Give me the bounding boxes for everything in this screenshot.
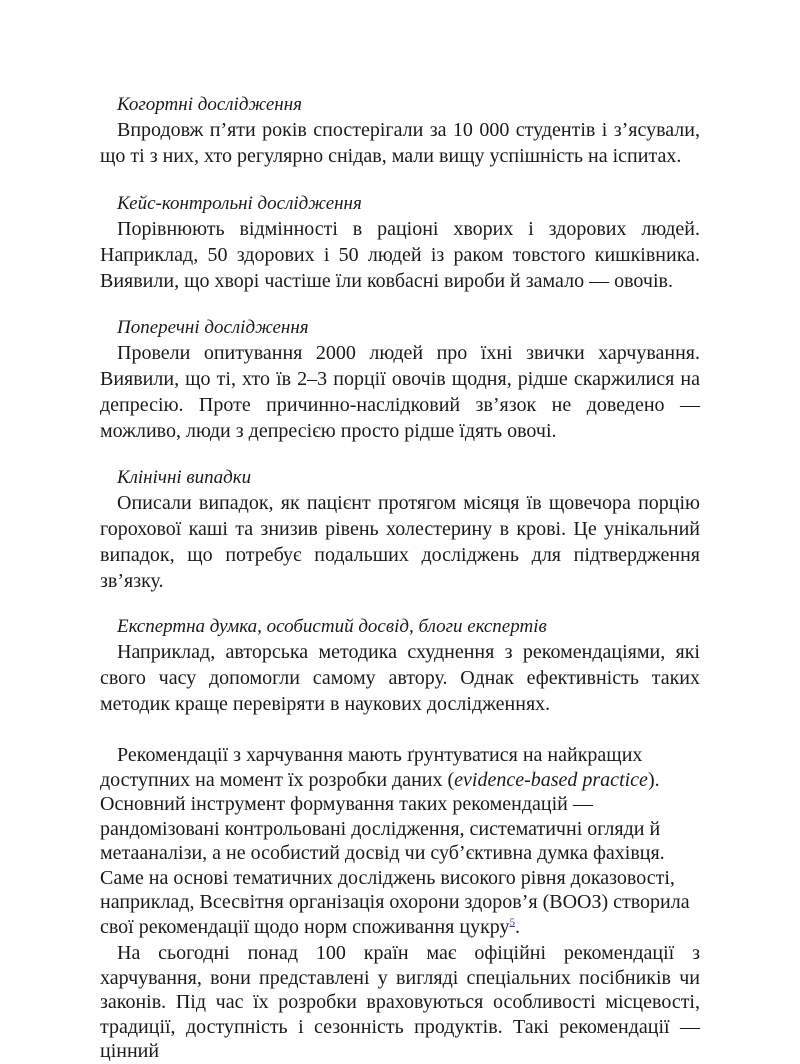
section-cross-sectional-studies: [100, 315, 700, 444]
page-content: [100, 92, 700, 1064]
footnote-link[interactable]: 5: [509, 915, 516, 928]
section-heading: Поперечні дослідження: [117, 317, 309, 338]
section-cohort-studies: [100, 92, 700, 169]
section-heading: Експертна думка, особистий досвід, блоги експертів: [117, 616, 547, 637]
body-paragraph-countries: На сьогодні понад 100 країн має офіційні рекомендації з харчування, вони представлені у вигляді спеціальних посібників чи законів. Під час їх розробки враховуються особливості місцевості, традиції, доступність і сезонність продуктів. Такі рекомендації — цінний: [100, 942, 700, 1062]
section-heading: Когортні дослідження: [117, 94, 302, 115]
paragraph-text: Рекомендації з харчування мають ґрунтуватися на найкращих доступних на момент їх розробки даних (: [100, 744, 643, 791]
section-body: Впродовж п’яти років спостерігали за 10 000 студентів і з’ясували, що ті з них, хто регулярно снідав, мали вищу успішність на іспитах.: [100, 119, 700, 167]
section-heading: Кейс-контрольні дослідження: [117, 193, 362, 214]
section-body: Провели опитування 2000 людей про їхні звички харчування. Виявили, що ті, хто їв 2–3 порції овочів щодня, рідше скаржилися на депресію. Проте причинно-наслідковий зв’язок не доведено — можливо, люди з депресією просто рідше їдять овочі.: [100, 342, 700, 442]
section-clinical-cases: [100, 465, 700, 594]
section-body: Описали випадок, як пацієнт протягом місяця їв щовечора порцію горохової каші та знизив рівень холестерину в крові. Це унікальний випадок, що потребує подальших досліджень для підтвердження зв’язку.: [100, 492, 700, 592]
paragraph-text: .: [515, 915, 521, 938]
emphasis-term: evidence-based practice: [454, 768, 648, 791]
section-body: Порівнюють відмінності в раціоні хворих і здорових людей. Наприклад, 50 здорових і 50 людей із раком товстого кишківника. Виявили, що хворі частіше їли ковбасні вироби й замало — овочів.: [100, 218, 700, 292]
section-body: Наприклад, авторська методика схуднення з рекомендаціями, які свого часу допомогли самому автору. Однак ефективність таких методик краще перевіряти в наукових дослідженнях.: [100, 641, 700, 715]
paragraph-text: ). Основний інструмент формування таких рекомендацій — рандомізовані контрольовані дослідження, систематичні огляди й метааналізи, а не особистий досвід чи суб’єктивна думка фахівця. Саме на основі тематичних досліджень високого рівня доказовості, наприклад, Всесвітня організація охорони здоров’я (ВООЗ) створила свої рекомендації щодо норм споживання цукру: [100, 768, 690, 938]
section-heading: Клінічні випадки: [117, 467, 252, 488]
body-paragraph-recommendations: [100, 743, 700, 939]
section-case-control-studies: [100, 191, 700, 294]
section-expert-opinion: [100, 614, 700, 717]
